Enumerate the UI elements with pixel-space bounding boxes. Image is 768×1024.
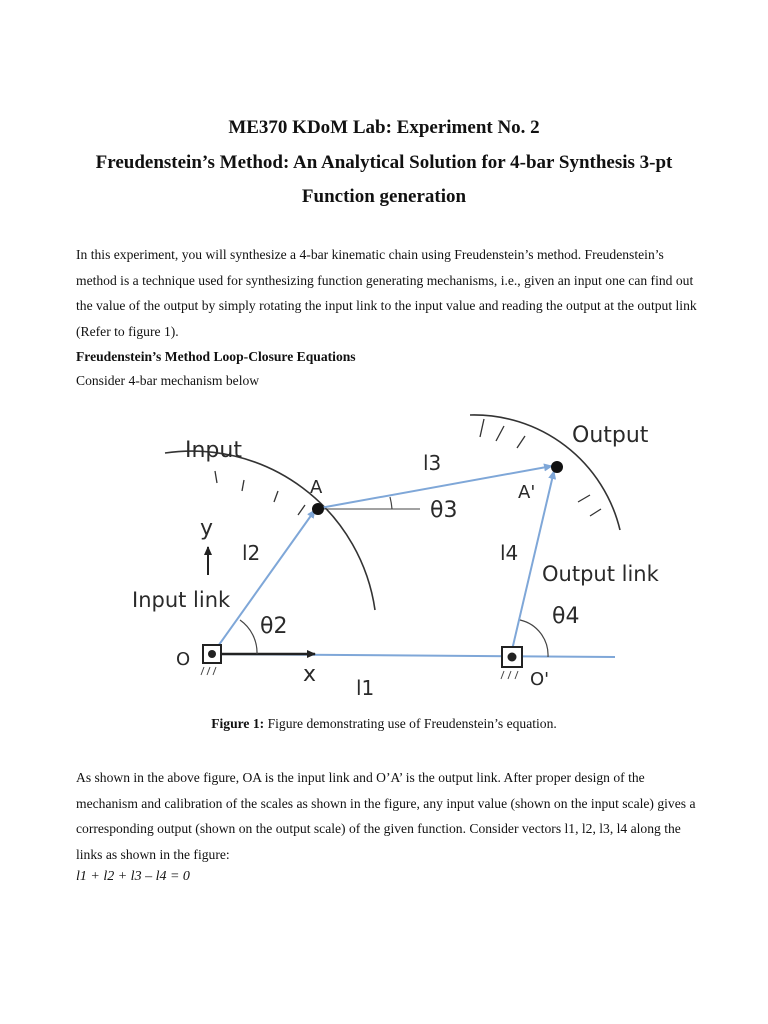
output-link-label: Output link	[542, 562, 659, 586]
document-subtitle-line1: Freudenstein’s Method: An Analytical Solution for 4-bar Synthesis 3-pt	[95, 152, 673, 173]
l4-label: l4	[500, 541, 519, 565]
figure-caption-label: Figure 1:	[211, 716, 265, 731]
consider-text: Consider 4-bar mechanism below	[76, 373, 260, 388]
input-label: Input	[185, 438, 242, 463]
loop-closure-equation: l1 + l2 + l3 – l4 = 0	[76, 869, 190, 884]
input-link-label: Input link	[132, 588, 231, 612]
document-title: ME370 KDoM Lab: Experiment No. 2	[228, 117, 540, 138]
theta3-arc	[390, 497, 392, 509]
body-paragraph: As shown in the above figure, OA is the input link and O’A’ is the output link. After proper design of the mechanism and calibration of the scales as shown in the figure, any input value (shown on the input scale) gives a corresponding output (shown on the output scale) of the given function. Consider vectors l1, l2, l3, l4 along the links as shown in the figure:	[76, 770, 696, 863]
point-a-prime-label: A'	[518, 482, 536, 503]
theta4-label: θ4	[552, 604, 580, 629]
point-o-label: O	[176, 649, 191, 670]
theta2-arc	[240, 620, 257, 654]
point-a-label: A	[310, 477, 323, 498]
theta3-label: θ3	[430, 498, 458, 523]
y-axis-label: y	[200, 516, 214, 541]
l1-label: l1	[356, 676, 375, 700]
output-label: Output	[572, 423, 649, 448]
l3-label: l3	[423, 451, 442, 475]
input-scale-arc	[165, 451, 375, 610]
pivot-o	[201, 645, 221, 675]
section-heading: Freudenstein’s Method Loop-Closure Equations	[76, 349, 356, 364]
input-scale-ticks	[215, 471, 305, 515]
x-axis-label: x	[303, 662, 317, 687]
document-subtitle-line2: Function generation	[301, 186, 467, 207]
theta2-label: θ2	[260, 614, 288, 639]
joint-a-prime	[551, 461, 563, 473]
figure-caption	[0, 716, 768, 732]
figure-caption-text: Figure demonstrating use of Freudenstein’s equation.	[264, 716, 557, 731]
intro-paragraph: In this experiment, you will synthesize a 4-bar kinematic chain using Freudenstein’s method. Freudenstein’s method is a technique used for synthesizing function generating mechanisms, i.e., given an input one can find out the value of the output by simply rotating the input link to the input value and reading the output at the output link (Refer to figure 1).	[76, 247, 697, 340]
l2-label: l2	[242, 541, 261, 565]
point-o-prime-label: O'	[530, 669, 550, 690]
four-bar-mechanism-figure	[120, 405, 659, 705]
pivot-o-prime	[501, 647, 522, 679]
theta4-arc	[520, 620, 548, 657]
joint-a	[312, 503, 324, 515]
